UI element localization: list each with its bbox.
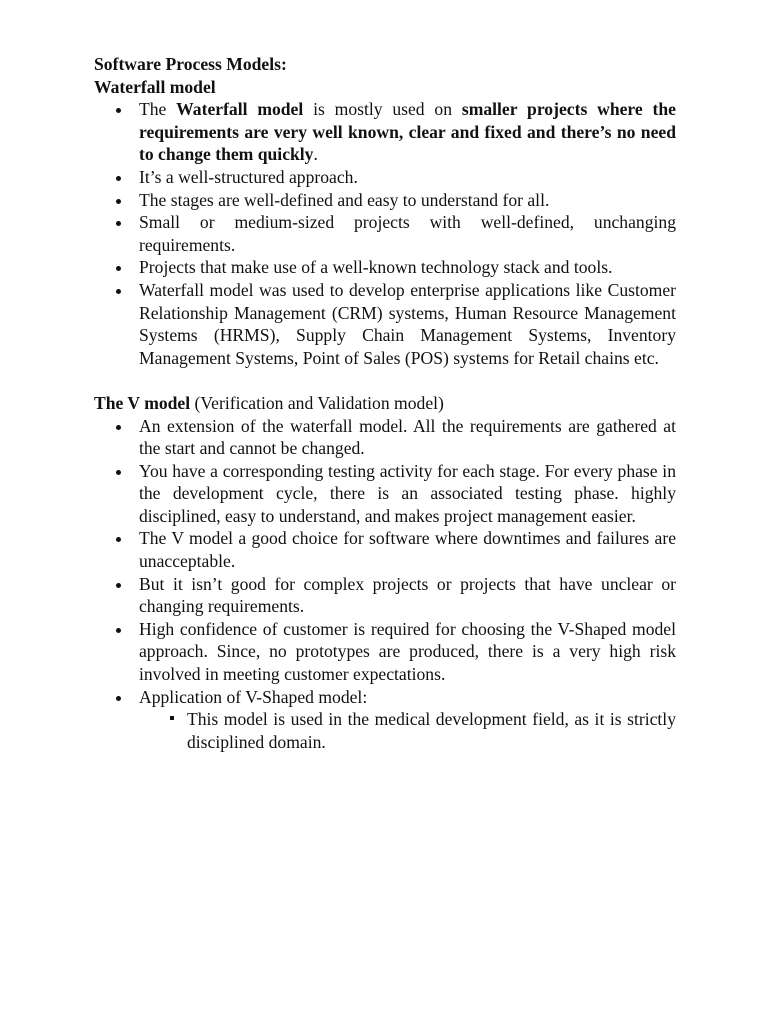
item-text: It’s a well-structured approach.: [139, 166, 358, 187]
item-bold-text: Waterfall model: [176, 99, 304, 120]
item-text: The: [139, 99, 177, 120]
item-text: This model is used in the medical development field, as it is strictly disciplined domain.: [187, 709, 676, 752]
item-text: .: [313, 144, 318, 165]
item-text: Application of V-Shaped model:: [139, 686, 368, 707]
list-item: [94, 573, 676, 618]
list-item: [94, 686, 676, 709]
list-item: [94, 166, 676, 189]
item-text: The stages are well-defined and easy to understand for all.: [139, 189, 550, 210]
list-item: [94, 189, 676, 212]
section-spacer: [94, 369, 676, 392]
list-item: [94, 279, 676, 369]
bullet-icon: [116, 199, 121, 204]
item-text: Small or medium-sized projects with well-defined, unchanging requirements.: [139, 212, 676, 255]
bullet-icon: [116, 696, 121, 701]
item-text: But it isn’t good for complex projects or projects that have unclear or changing requirements.: [139, 573, 676, 617]
document-page: [94, 53, 676, 753]
item-bold-text: smaller projects where the requirements are very well known, clear and fixed and there’s no need to change them quickly: [139, 99, 676, 165]
waterfall-heading: Waterfall model: [94, 76, 216, 97]
list-item: [94, 527, 676, 572]
document-title: Software Process Models:: [94, 54, 287, 74]
item-text: is mostly used on: [303, 99, 462, 120]
bullet-icon: [116, 108, 121, 113]
item-text: The V model a good choice for software where downtimes and failures are unacceptable.: [139, 528, 676, 572]
sub-list-item: [187, 708, 676, 753]
vmodel-heading-rest: (Verification and Validation model): [190, 392, 444, 413]
bullet-icon: [116, 289, 121, 294]
item-text: Projects that make use of a well-known technology stack and tools.: [139, 257, 613, 278]
item-text: Waterfall model was used to develop enterprise applications like Customer Relationship Management (CRM) systems, Human Resource Management Systems (HRMS), Supply Chain Management Systems, Inventory Management Systems, Point of Sales (POS) systems for Retail chains etc.: [139, 279, 676, 368]
vmodel-sub-list: [94, 708, 676, 753]
bullet-icon: [116, 176, 121, 181]
vmodel-heading: [94, 392, 676, 415]
item-text: You have a corresponding testing activity for each stage. For every phase in the development cycle, there is an associated testing phase. highly disciplined, easy to understand, and makes project management easier.: [139, 460, 676, 526]
bullet-icon: [116, 470, 121, 475]
list-item: [94, 98, 676, 166]
bullet-icon: [116, 628, 121, 633]
bullet-icon: [116, 583, 121, 588]
list-item: [94, 211, 676, 256]
bullet-icon: [116, 266, 121, 271]
square-bullet-icon: [170, 716, 174, 720]
vmodel-heading-bold: The V model: [94, 392, 191, 413]
list-item: [94, 256, 676, 279]
list-item: [94, 460, 676, 528]
vmodel-list: [94, 415, 676, 709]
list-item: [94, 415, 676, 460]
item-text: High confidence of customer is required for choosing the V-Shaped model approach. Since, no prototypes are produced, there is a very high risk involved in meeting customer expectations.: [139, 618, 676, 685]
bullet-icon: [116, 537, 121, 542]
bullet-icon: [116, 221, 121, 226]
bullet-icon: [116, 425, 121, 430]
waterfall-list: [94, 98, 676, 369]
list-item: [94, 618, 676, 686]
item-text: An extension of the waterfall model. All the requirements are gathered at the start and cannot be changed.: [139, 415, 676, 459]
